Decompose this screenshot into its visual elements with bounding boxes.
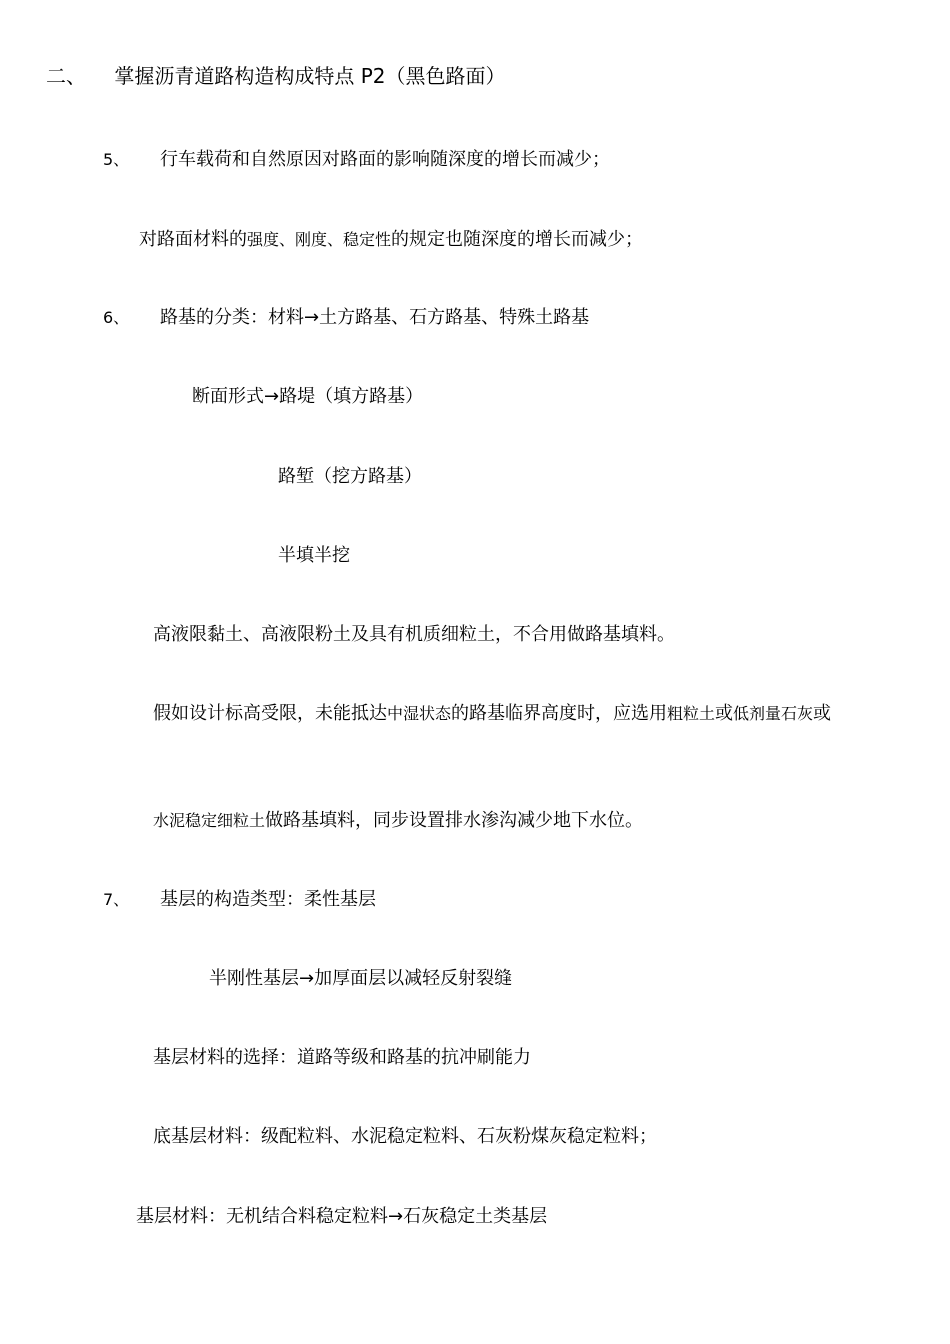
item-6-line-1 [103,306,589,330]
section-heading [46,64,506,88]
text-segment: 对路面材料的 [139,229,247,250]
text-segment: 或 [813,703,832,724]
text-segment: 假如设计标高受限，未能抵达 [153,703,387,724]
item-6-line-3: 路堑（挖方路基） [278,466,422,487]
item-6-line-2: 断面形式→路堤（填方路基） [192,386,424,407]
item-7-line-1 [103,888,376,912]
item-number: 7、 [103,890,130,909]
text-segment-serif: 粗粒土 [667,704,716,723]
text-segment: 的路基临界高度时，应选用 [451,703,668,724]
text-segment-serif: 中湿状态 [387,704,452,723]
item-6-line-4: 半填半挖 [278,545,350,566]
text-segment-serif: 低剂量石灰 [733,704,814,723]
text-segment: 或 [715,703,734,724]
item-number: 6、 [103,308,130,327]
text-segment: 的规定也随深度的增长而减少； [391,229,644,250]
item-text: 基层的构造类型：柔性基层 [160,889,376,910]
item-6-line-6 [153,702,831,726]
item-7-line-2: 半刚性基层→加厚面层以减轻反射裂缝 [209,968,513,989]
item-7-line-3: 基层材料的选择：道路等级和路基的抗冲刷能力 [153,1047,531,1068]
section-number: 二、 [46,64,86,88]
item-6-line-5: 高液限黏土、高液限粉土及具有机质细粒土，不合用做路基填料。 [153,624,675,645]
item-7-line-4: 底基层材料：级配粒料、水泥稳定粒料、石灰粉煤灰稳定粒料； [153,1126,657,1147]
item-text: 路基的分类：材料→土方路基、石方路基、特殊土路基 [160,307,590,328]
text-segment: 做路基填料，同步设置排水渗沟减少地下水位。 [265,810,644,831]
item-7-line-5: 基层材料：无机结合料稳定粒料→石灰稳定土类基层 [136,1206,548,1227]
item-5-line-1 [103,148,610,172]
item-5-line-2 [139,228,643,252]
item-number: 5、 [103,150,130,169]
item-6-line-7 [153,809,643,833]
section-title: 掌握沥青道路构造构成特点 P2（黑色路面） [114,64,506,88]
item-text: 行车载荷和自然原因对路面的影响随深度的增长而减少； [160,149,610,170]
text-segment-serif: 水泥稳定细粒土 [153,811,266,830]
text-segment-serif: 强度、刚度、稳定性 [247,230,392,249]
